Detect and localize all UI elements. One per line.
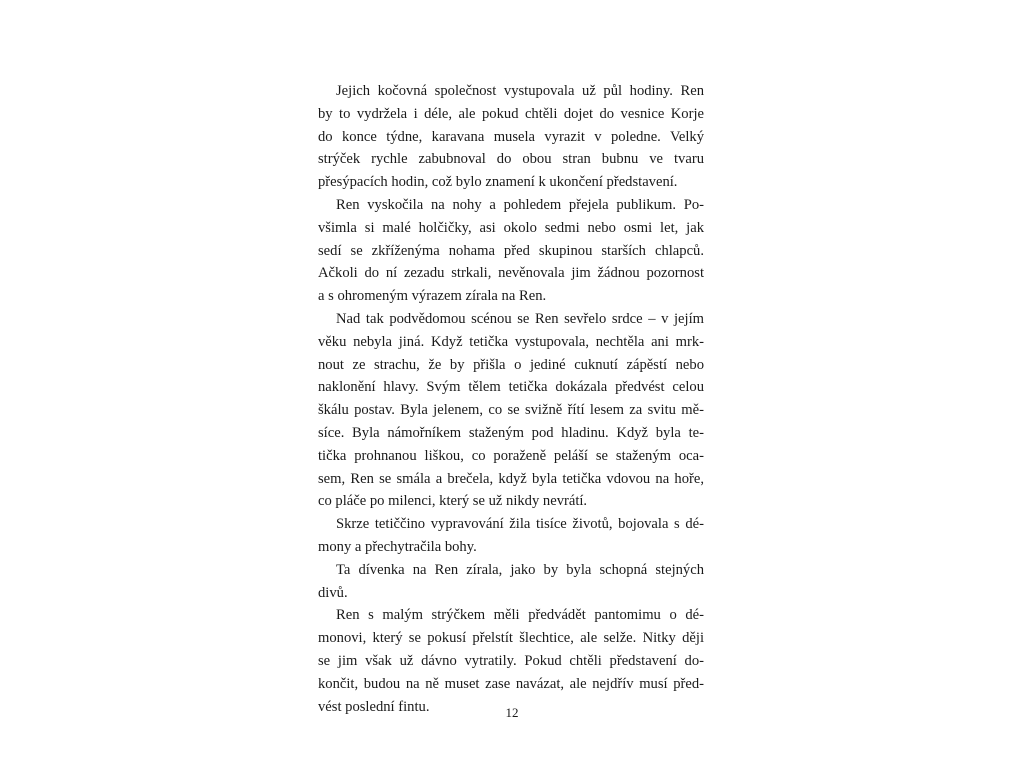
text-line: vést poslední fintu. <box>318 698 430 715</box>
page-number: 12 <box>505 705 519 720</box>
text-line: sedí se zkříženýma nohama před skupinou starších chlapců. <box>318 242 704 259</box>
text-line: Skrze tetiččino vypravování žila tisíce životů, bojovala s dé- <box>336 516 704 533</box>
paragraph <box>318 559 704 605</box>
paragraph <box>318 513 704 559</box>
paragraph <box>318 80 704 194</box>
text-line: monovi, který se pokusí přelstít šlechtice, ale selže. Nitky ději <box>318 630 704 647</box>
paragraph <box>318 308 704 513</box>
text-line: co pláče po milenci, který se už nikdy nevrátí. <box>318 493 588 510</box>
text-line: by to vydržela i déle, ale pokud chtěli dojet do vesnice Korje <box>318 105 704 122</box>
text-line: strýček rychle zabubnoval do obou stran bubnu ve tvaru <box>318 151 704 168</box>
text-line: do konce týdne, karavana musela vyrazit v poledne. Velký <box>318 128 704 145</box>
text-line: tička prohnanou liškou, co poraženě peláší se staženým oca- <box>318 447 704 464</box>
text-line: Ren vyskočila na nohy a pohledem přejela publikum. Po- <box>336 196 704 213</box>
text-line: sem, Ren se smála a brečela, když byla tetička vdovou na hoře, <box>318 470 704 487</box>
text-line: Nad tak podvědomou scénou se Ren sevřelo srdce – v jejím <box>336 310 704 327</box>
text-line: končit, budou na ně muset zase navázat, ale nejdřív musí před- <box>318 675 704 692</box>
text-line: Ačkoli do ní zezadu strkali, nevěnovala jim žádnou pozornost <box>318 265 704 282</box>
text-line: naklonění hlavy. Svým tělem tetička dokázala předvést celou <box>318 379 704 396</box>
text-line: Ren s malým strýčkem měli předvádět pantomimu o dé- <box>336 607 704 624</box>
text-line: divů. <box>318 584 348 601</box>
text-line: se jim však už dávno vytratily. Pokud chtěli představení do- <box>318 652 704 669</box>
text-line: nout ze strachu, že by přišla o jediné cuknutí zápěstí nebo <box>318 356 704 373</box>
text-line: škálu postav. Byla jelenem, co se svižně řítí lesem za svitu mě- <box>318 402 704 419</box>
text-line: Ta dívenka na Ren zírala, jako by byla schopná stejných <box>336 561 704 578</box>
text-line: a s ohromeným výrazem zírala na Ren. <box>318 288 547 305</box>
text-line: síce. Byla námořníkem staženým pod hladinu. Když byla te- <box>318 424 704 441</box>
text-line: věku nebyla jiná. Když tetička vystupovala, nechtěla ani mrk- <box>318 333 704 350</box>
paragraph <box>318 194 704 308</box>
body-text <box>318 80 704 718</box>
text-line: přesýpacích hodin, což bylo znamení k ukončení představení. <box>318 174 678 191</box>
text-line: mony a přechytračila bohy. <box>318 538 477 555</box>
paragraph <box>318 604 704 718</box>
text-line: všimla si malé holčičky, asi okolo sedmi nebo osmi let, jak <box>318 219 704 236</box>
text-line: Jejich kočovná společnost vystupovala už půl hodiny. Ren <box>336 83 704 99</box>
